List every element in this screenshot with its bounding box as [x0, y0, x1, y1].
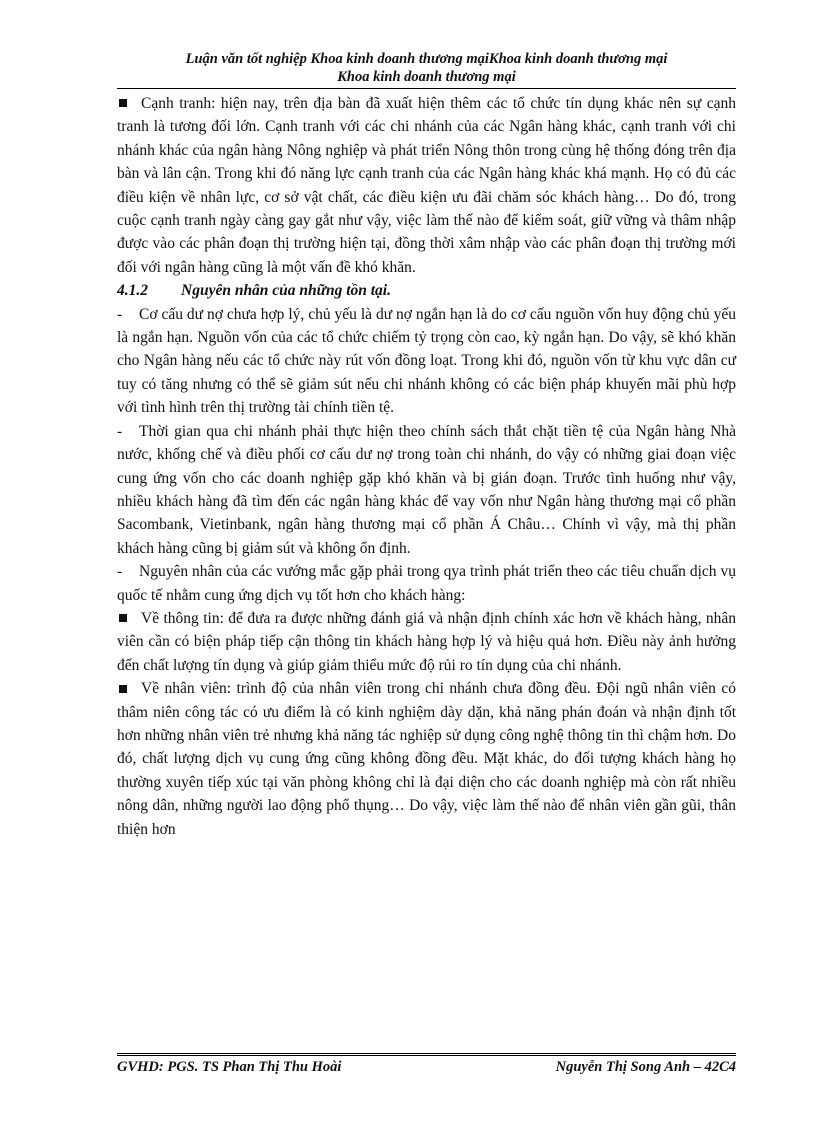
section-number: 4.1.2 [117, 282, 148, 300]
page-footer [117, 1058, 736, 1076]
section-title: Nguyên nhân của những tồn tại. [181, 282, 391, 300]
document-body [117, 92, 736, 841]
square-bullet-icon [119, 99, 127, 107]
paragraph-text: Thời gian qua chi nhánh phải thực hiện theo chính sách thắt chặt tiền tệ của Ngân hàng Nhà nước, khống chế và điều phối cơ cấu dư nợ trong toàn chi nhánh, do vậy có những giai đoạn việc cung ứng vốn cho các doanh nghiệp gặp khó khăn và bị gián đoạn. Trước tình huống như vậy, nhiều khách hàng đã tìm đến các ngân hàng khác để vay vốn như Ngân hàng thương mại cổ phần Sacombank, Vietinbank, ngân hàng thương mại cổ phần Á Châu… Chính vì vậy, mà thị phần khách hàng cũng bị giảm sút và không ổn định. [117, 422, 736, 557]
header-divider [117, 88, 736, 89]
paragraph-text: Về thông tin: để đưa ra được những đánh giá và nhận định chính xác hơn về khách hàng, nhân viên cần có biện pháp tiếp cận thông tin khách hàng hợp lý và hiệu quả hơn. Điều này ảnh hưởng đến chất lượng tín dụng và giúp giảm thiểu mức độ rủi ro tín dụng của chi nhánh. [117, 609, 736, 674]
paragraph-information [117, 607, 736, 677]
footer-advisor: GVHD: PGS. TS Phan Thị Thu Hoài [117, 1059, 342, 1075]
paragraph-text: Cạnh tranh: hiện nay, trên địa bàn đã xuất hiện thêm các tổ chức tín dụng khác nên sự cạnh tranh là tương đối lớn. Cạnh tranh với các chi nhánh của các Ngân hàng khác, cạnh tranh với chi nhánh khác của ngân hàng Nông nghiệp và phát triển Nông thôn trong cùng hệ thống đóng trên địa bàn và lân cận. Trong khi đó năng lực cạnh tranh của các Ngân hàng khác khá mạnh. Họ có đủ các điều kiện về nhân lực, cơ sở vật chất, các điều kiện ưu đãi chăm sóc khách hàng… Do đó, trong cuộc cạnh tranh ngày càng gay gắt như vậy, việc làm thế nào để kiểm soát, giữ vững và thâm nhập được vào các phân đoạn thị trường hiện tại, đồng thời xâm nhập vào các phân đoạn thị trường mới đối với ngân hàng cũng là một vấn đề khó khăn. [117, 95, 736, 276]
dash-marker: - [117, 422, 123, 440]
paragraph-text: Về nhân viên: trình độ của nhân viên trong chi nhánh chưa đồng đều. Đội ngũ nhân viên có thâm niên công tác có ưu điểm là có kinh nghiệm dày dặn, khả năng phán đoán và nhận định tốt hơn những nhân viên trẻ nhưng khả năng tác nghiệp sử dụng công nghệ thông tin thì chậm hơn. Do đó, chất lượng dịch vụ cung ứng cũng không đồng đều. Mặt khác, do đối tượng khách hàng họ thường xuyên tiếp xúc tại văn phòng không chỉ là đại diện cho các doanh nghiệp mà còn rất nhiều nông dân, những người lao động phổ thụng… Do vậy, việc làm thế nào để nhân viên gần gũi, thân thiện hơn [117, 680, 736, 838]
dash-marker: - [117, 563, 123, 581]
footer-author: Nguyễn Thị Song Anh – 42C4 [555, 1059, 736, 1075]
square-bullet-icon [119, 614, 127, 622]
header-line-2: Khoa kinh doanh thương mại [337, 69, 516, 85]
paragraph-text: Nguyên nhân của các vướng mắc gặp phải trong qya trình phát triển theo các tiêu chuẩn dịch vụ quốc tế nhằm cung ứng dịch vụ tốt hơn cho khách hàng: [117, 563, 736, 604]
square-bullet-icon [119, 685, 127, 693]
paragraph-competition [117, 92, 736, 279]
header-line-1: Luận văn tốt nghiệp Khoa kinh doanh thương mạiKhoa kinh doanh thương mại [185, 51, 668, 67]
paragraph-text: Cơ cấu dư nợ chưa hợp lý, chủ yếu là dư nợ ngắn hạn là do cơ cấu nguồn vốn huy động chủ yếu là ngắn hạn. Nguồn vốn của các tổ chức chiếm tỷ trọng còn cao, kỳ ngắn hạn. Do vậy, sẽ khó khăn cho Ngân hàng nếu các tổ chức này rút vốn đồng loạt. Trong khi đó, nguồn vốn từ khu vực dân cư tuy có tăng nhưng có thể sẽ giảm sút nếu chi nhánh không có các biện pháp khuyến mãi phù hợp với tình hình trên thị trường tài chính tiền tệ. [117, 305, 736, 417]
paragraph-monetary-policy [117, 420, 736, 560]
section-heading [117, 279, 736, 302]
paragraph-debt-structure [117, 303, 736, 420]
page-header [117, 50, 736, 86]
paragraph-service-standards [117, 560, 736, 607]
paragraph-staff [117, 677, 736, 841]
dash-marker: - [117, 305, 123, 323]
